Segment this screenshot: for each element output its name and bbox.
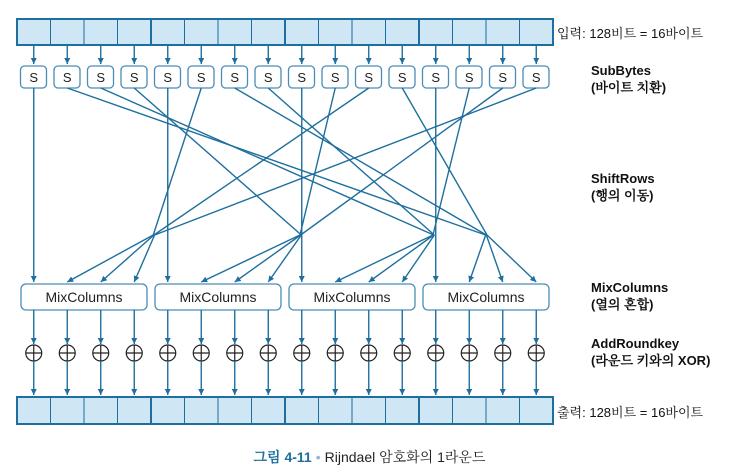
- subbytes-label: [591, 62, 666, 96]
- shiftrows-connector: [402, 88, 487, 235]
- sbox-label: S: [297, 70, 307, 85]
- shiftrows-connector: [235, 88, 487, 235]
- mixcolumns-box-label: MixColumns: [447, 289, 525, 305]
- mixcolumns-box-label: MixColumns: [45, 289, 123, 305]
- output-byte-cell: [252, 397, 286, 424]
- sbox-label: S: [330, 70, 340, 85]
- output-byte-cell: [151, 397, 185, 424]
- sbox-label: S: [464, 70, 474, 85]
- mixcolumns-step-label: [591, 279, 668, 313]
- input-byte-cell: [118, 19, 152, 45]
- input-byte-cell: [453, 19, 487, 45]
- input-byte-cell: [151, 19, 185, 45]
- figure-caption: [0, 447, 739, 467]
- output-byte-cell: [118, 397, 152, 424]
- addroundkey-desc: (라운드 키와의 XOR): [591, 353, 711, 368]
- shiftrows-connector: [154, 88, 369, 235]
- shiftrows-desc: (행의 이동): [591, 188, 654, 203]
- input-byte-cell: [486, 19, 520, 45]
- mixcolumns-desc: (열의 혼합): [591, 297, 654, 312]
- output-byte-cell: [218, 397, 252, 424]
- subbytes-name: SubBytes: [591, 63, 651, 78]
- input-state: [17, 19, 553, 64]
- shiftrows-name: ShiftRows: [591, 171, 655, 186]
- shiftrows-connector: [433, 88, 469, 235]
- sbox-label: S: [431, 70, 441, 85]
- sbox-label: S: [498, 70, 508, 85]
- input-byte-cell: [218, 19, 252, 45]
- shiftrows-connector: [153, 88, 201, 235]
- addroundkey-row: [26, 310, 545, 395]
- shiftrows-connector: [134, 235, 154, 282]
- sbox-label: S: [196, 70, 206, 85]
- shiftrows-connector: [67, 235, 153, 282]
- input-byte-cell: [285, 19, 319, 45]
- input-byte-cell: [352, 19, 386, 45]
- output-byte-cell: [17, 397, 51, 424]
- input-byte-cell: [419, 19, 453, 45]
- caption-bullet: •: [315, 449, 321, 465]
- subbytes-desc: (바이트 치환): [591, 80, 667, 95]
- addroundkey-name: AddRoundkey: [591, 336, 680, 351]
- sbox-label: S: [96, 70, 106, 85]
- shiftrows-connector: [101, 235, 154, 282]
- figure-number: 그림 4-11: [253, 449, 312, 465]
- shiftrows-connector: [369, 235, 434, 282]
- addroundkey-label: [591, 335, 710, 369]
- input-byte-cell: [51, 19, 85, 45]
- mixcolumns-box-label: MixColumns: [313, 289, 391, 305]
- sbox-row: [21, 66, 550, 88]
- shiftrows-connector: [301, 88, 503, 235]
- input-byte-cell: [252, 19, 286, 45]
- output-byte-cell: [185, 397, 219, 424]
- output-byte-cell: [51, 397, 85, 424]
- sbox-label: S: [364, 70, 374, 85]
- output-byte-cell: [453, 397, 487, 424]
- shiftrows-connector: [235, 235, 301, 282]
- input-byte-cell: [386, 19, 420, 45]
- input-label: 입력: 128비트 = 16바이트: [557, 26, 704, 41]
- mixcolumns-row: [21, 284, 549, 310]
- output-byte-cell: [84, 397, 118, 424]
- sbox-label: S: [29, 70, 39, 85]
- input-byte-cell: [185, 19, 219, 45]
- shiftrows-connector: [469, 235, 485, 282]
- shiftrows-connector: [268, 88, 434, 235]
- shiftrows-lines: [34, 88, 537, 282]
- mixcolumns-name: MixColumns: [591, 280, 669, 295]
- output-byte-cell: [386, 397, 420, 424]
- output-byte-cell: [419, 397, 453, 424]
- input-byte-cell: [17, 19, 51, 45]
- sbox-label: S: [129, 70, 139, 85]
- output-byte-cell: [319, 397, 353, 424]
- shiftrows-connector: [155, 88, 537, 235]
- mixcolumns-box-label: MixColumns: [179, 289, 257, 305]
- input-byte-cell: [520, 19, 554, 45]
- sbox-label: S: [531, 70, 541, 85]
- output-byte-cell: [486, 397, 520, 424]
- output-byte-cell: [352, 397, 386, 424]
- output-byte-cell: [285, 397, 319, 424]
- sbox-label: S: [62, 70, 72, 85]
- output-label: 출력: 128비트 = 16바이트: [557, 405, 704, 420]
- output-state: [17, 397, 553, 424]
- sbox-label: S: [263, 70, 273, 85]
- sbox-label: S: [230, 70, 240, 85]
- output-byte-cell: [520, 397, 554, 424]
- input-byte-cell: [84, 19, 118, 45]
- sbox-label: S: [163, 70, 173, 85]
- sbox-label: S: [397, 70, 407, 85]
- input-byte-cell: [319, 19, 353, 45]
- shiftrows-connector: [101, 88, 434, 235]
- shiftrows-label: [591, 170, 655, 204]
- figure-title: Rijndael 암호화의 1라운드: [324, 449, 486, 465]
